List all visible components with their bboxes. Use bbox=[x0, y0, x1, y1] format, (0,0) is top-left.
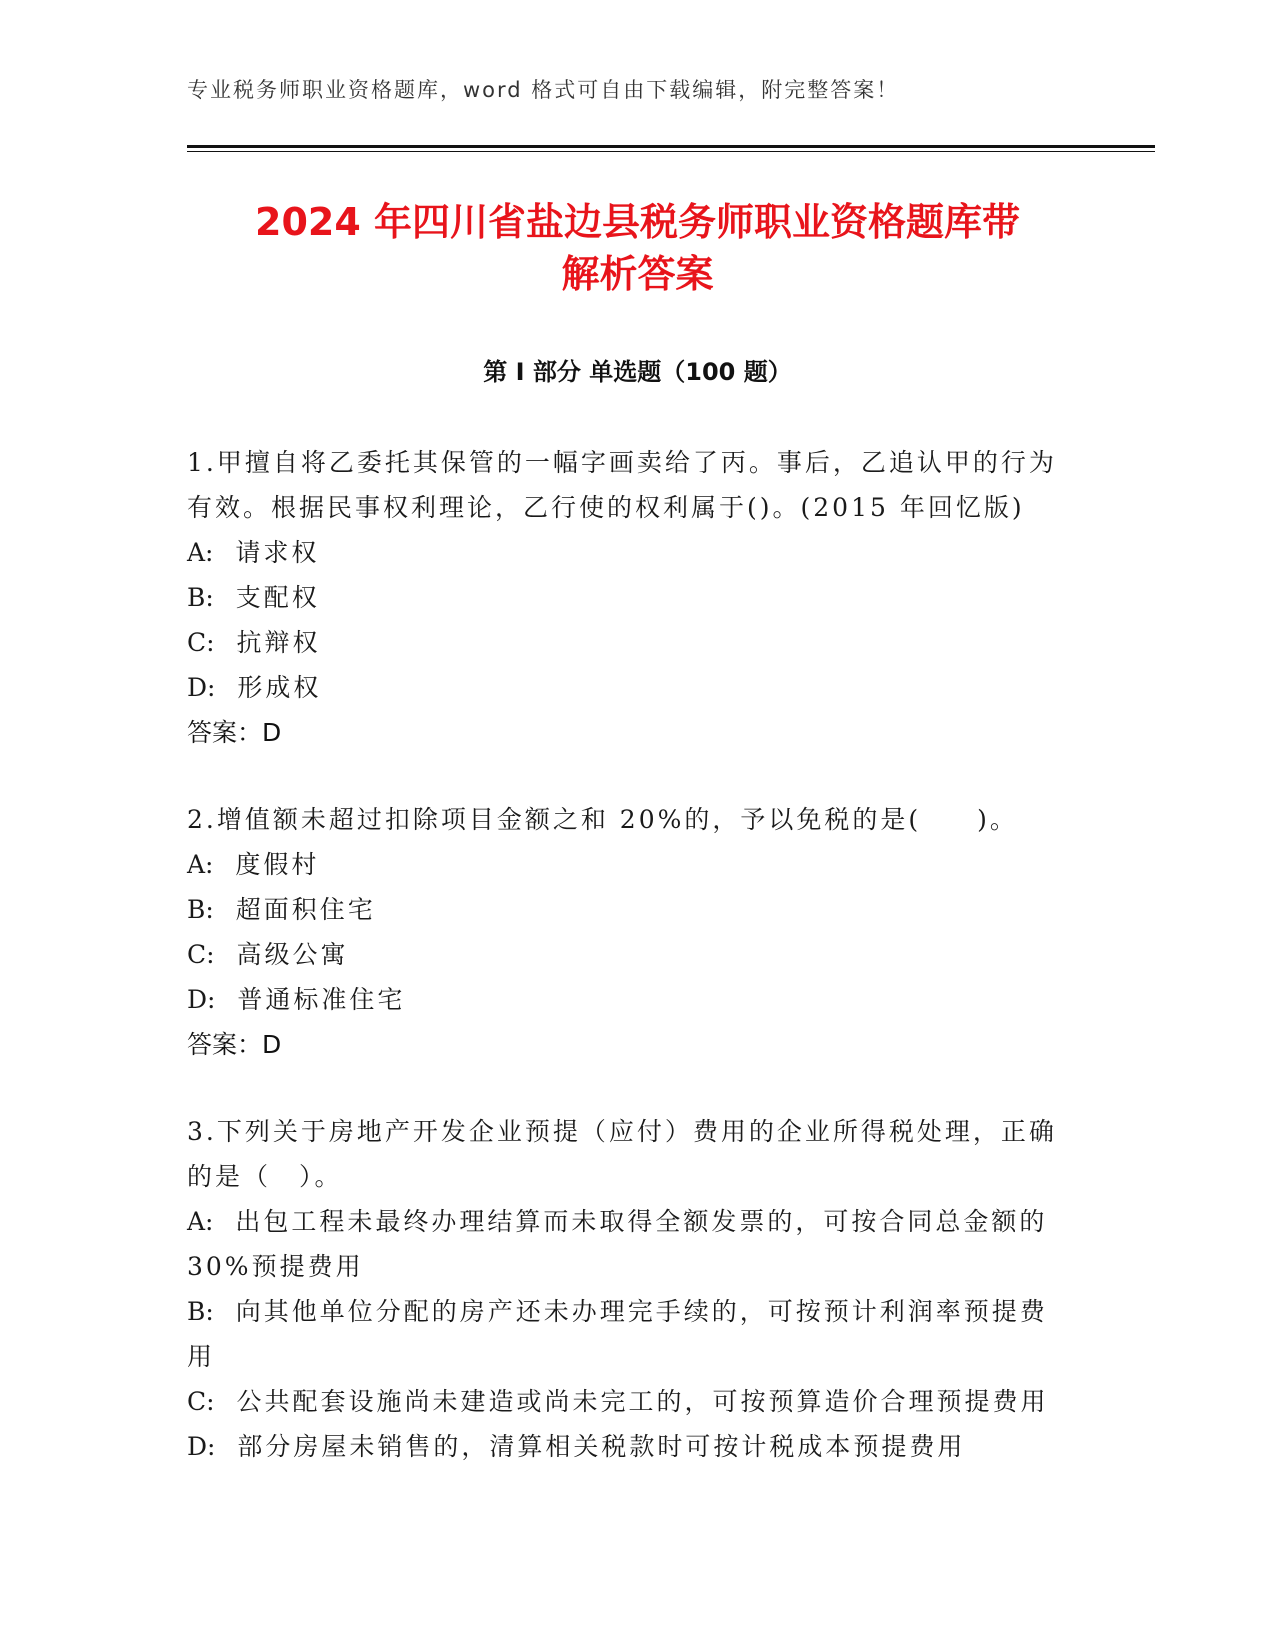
option-letter: C: bbox=[187, 1387, 215, 1416]
option-letter: A: bbox=[187, 538, 214, 567]
header-divider-thin bbox=[187, 151, 1155, 152]
document-title-line-2: 解析答案 bbox=[561, 252, 714, 296]
option-text: 普通标准住宅 bbox=[237, 985, 406, 1014]
option-b bbox=[187, 887, 1067, 932]
option-c bbox=[187, 1379, 1067, 1424]
option-text: 请求权 bbox=[235, 538, 320, 567]
option-b bbox=[187, 1289, 1067, 1379]
option-a bbox=[187, 530, 1067, 575]
option-text: 高级公寓 bbox=[236, 940, 349, 969]
option-text: 超面积住宅 bbox=[235, 895, 376, 924]
document-title-line-1: 2024 年四川省盐边县税务师职业资格题库带 bbox=[255, 200, 1020, 244]
option-text: 度假村 bbox=[235, 850, 320, 879]
question-stem: 2.增值额未超过扣除项目金额之和 20%的，予以免税的是( )。 bbox=[187, 805, 1018, 834]
option-text: 出包工程未最终办理结算而未取得全额发票的，可按合同总金额的 30%预提费用 bbox=[187, 1207, 1048, 1281]
question-stem: 1.甲擅自将乙委托其保管的一幅字画卖给了丙。事后，乙追认甲的行为有效。根据民事权利理论，乙行使的权利属于()。(2015 年回忆版) bbox=[187, 448, 1057, 522]
option-letter: A: bbox=[187, 1207, 214, 1236]
header-note: 专业税务师职业资格题库，word 格式可自由下载编辑，附完整答案！ bbox=[187, 78, 900, 102]
option-text: 向其他单位分配的房产还未办理完手续的，可按预计利润率预提费用 bbox=[187, 1297, 1048, 1371]
option-d bbox=[187, 1424, 1067, 1469]
question-2 bbox=[187, 797, 1067, 1067]
header-divider bbox=[187, 145, 1155, 148]
answer-line: 答案：D bbox=[187, 718, 282, 747]
document-title bbox=[150, 196, 1125, 300]
option-letter: B: bbox=[187, 1297, 214, 1326]
option-c bbox=[187, 620, 1067, 665]
option-letter: C: bbox=[187, 628, 215, 657]
option-letter: D: bbox=[187, 1432, 216, 1461]
option-d bbox=[187, 665, 1067, 710]
option-letter: C: bbox=[187, 940, 215, 969]
option-d bbox=[187, 977, 1067, 1022]
option-letter: D: bbox=[187, 673, 216, 702]
option-text: 部分房屋未销售的，清算相关税款时可按计税成本预提费用 bbox=[237, 1432, 966, 1461]
option-letter: B: bbox=[187, 583, 214, 612]
option-letter: A: bbox=[187, 850, 214, 879]
option-b bbox=[187, 575, 1067, 620]
option-c bbox=[187, 932, 1067, 977]
question-stem: 3.下列关于房地产开发企业预提（应付）费用的企业所得税处理，正确的是（ ）。 bbox=[187, 1117, 1057, 1191]
option-text: 抗辩权 bbox=[236, 628, 321, 657]
option-a bbox=[187, 1199, 1067, 1289]
section-heading: 第 I 部分 单选题（100 题） bbox=[483, 358, 792, 386]
question-list bbox=[187, 440, 1067, 1511]
answer-line: 答案：D bbox=[187, 1030, 282, 1059]
option-text: 公共配套设施尚未建造或尚未完工的，可按预算造价合理预提费用 bbox=[236, 1387, 1049, 1416]
option-letter: B: bbox=[187, 895, 214, 924]
question-3 bbox=[187, 1109, 1067, 1469]
option-text: 支配权 bbox=[235, 583, 320, 612]
option-letter: D: bbox=[187, 985, 216, 1014]
question-1 bbox=[187, 440, 1067, 755]
option-a bbox=[187, 842, 1067, 887]
option-text: 形成权 bbox=[237, 673, 322, 702]
